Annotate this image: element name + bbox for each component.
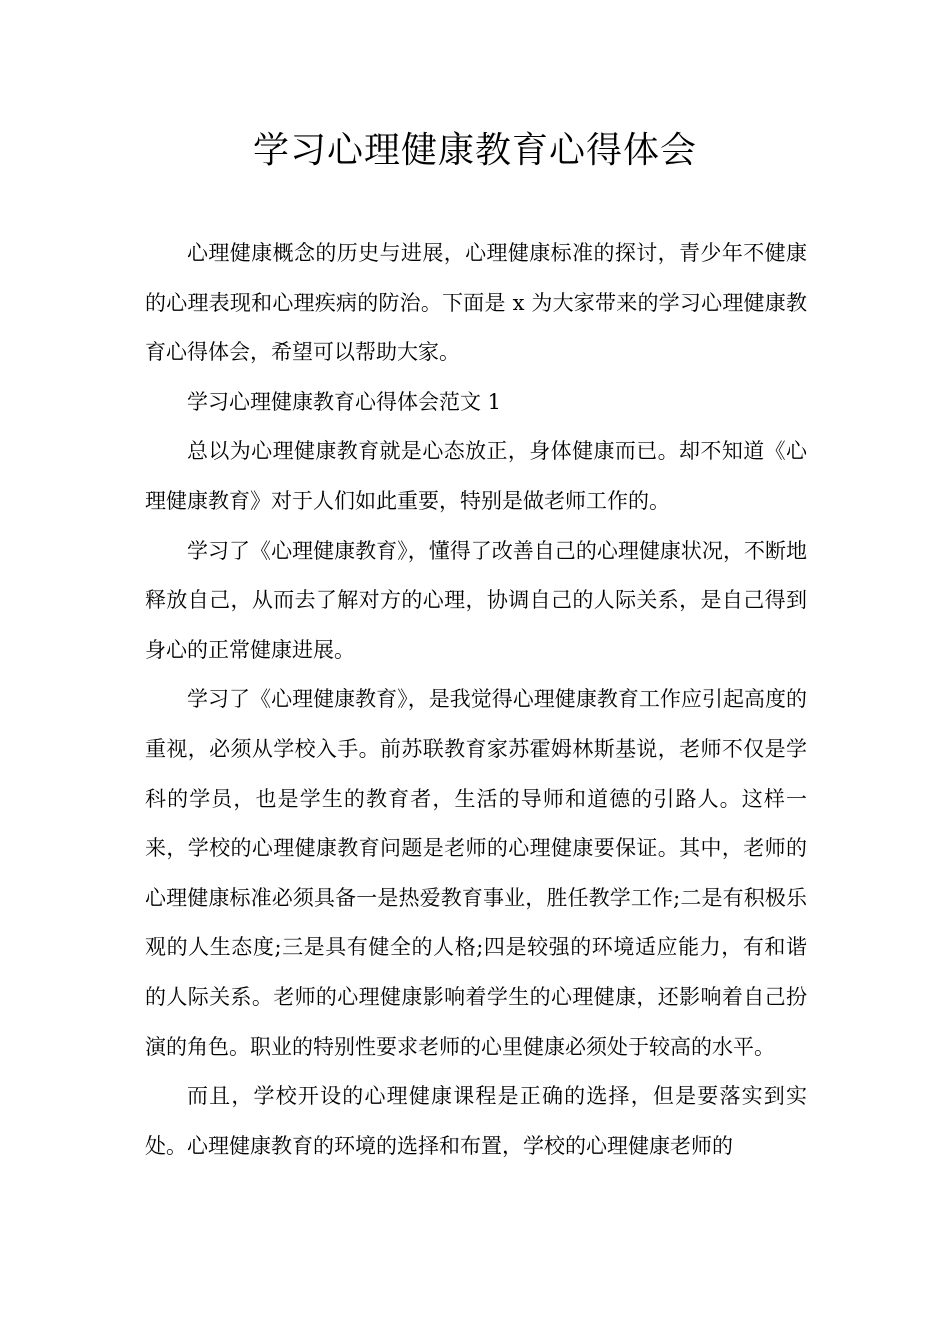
paragraph-intro: 心理健康概念的历史与进展，心理健康标准的探讨，青少年不健康的心理表现和心理疾病的防治。下面是 x 为大家带来的学习心理健康教育心得体会，希望可以帮助大家。 [145,241,807,365]
paragraph: 学习了《心理健康教育》，懂得了改善自己的心理健康状况，不断地释放自己，从而去了解对方的心理，协调自己的人际关系，是自己得到身心的正常健康进展。 [145,538,807,662]
paragraph: 而且，学校开设的心理健康课程是正确的选择，但是要落实到实处。心理健康教育的环境的选择和布置，学校的心理健康老师的 [145,1084,807,1158]
document-title: 学习心理健康教育心得体会 [252,130,697,171]
section-heading: 学习心理健康教育心得体会范文 1 [187,389,502,414]
paragraph: 学习了《心理健康教育》，是我觉得心理健康教育工作应引起高度的重视，必须从学校入手。前苏联教育家苏霍姆林斯基说，老师不仅是学科的学员，也是学生的教育者，生活的导师和道德的引路人。这样一来，学校的心理健康教育问题是老师的心理健康要保证。其中，老师的心理健康标准必须具备一是热爱教育事业，胜任教学工作;二是有积极乐观的人生态度;三是具有健全的人格;四是较强的环境适应能力，有和谐的人际关系。老师的心理健康影响着学生的心理健康，还影响着自己扮演的角色。职业的特别性要求老师的心里健康必须处于较高的水平。 [145,687,807,1059]
paragraph: 总以为心理健康教育就是心态放正，身体健康而已。却不知道《心理健康教育》对于人们如此重要，特别是做老师工作的。 [145,439,807,513]
document-body [145,229,807,1171]
